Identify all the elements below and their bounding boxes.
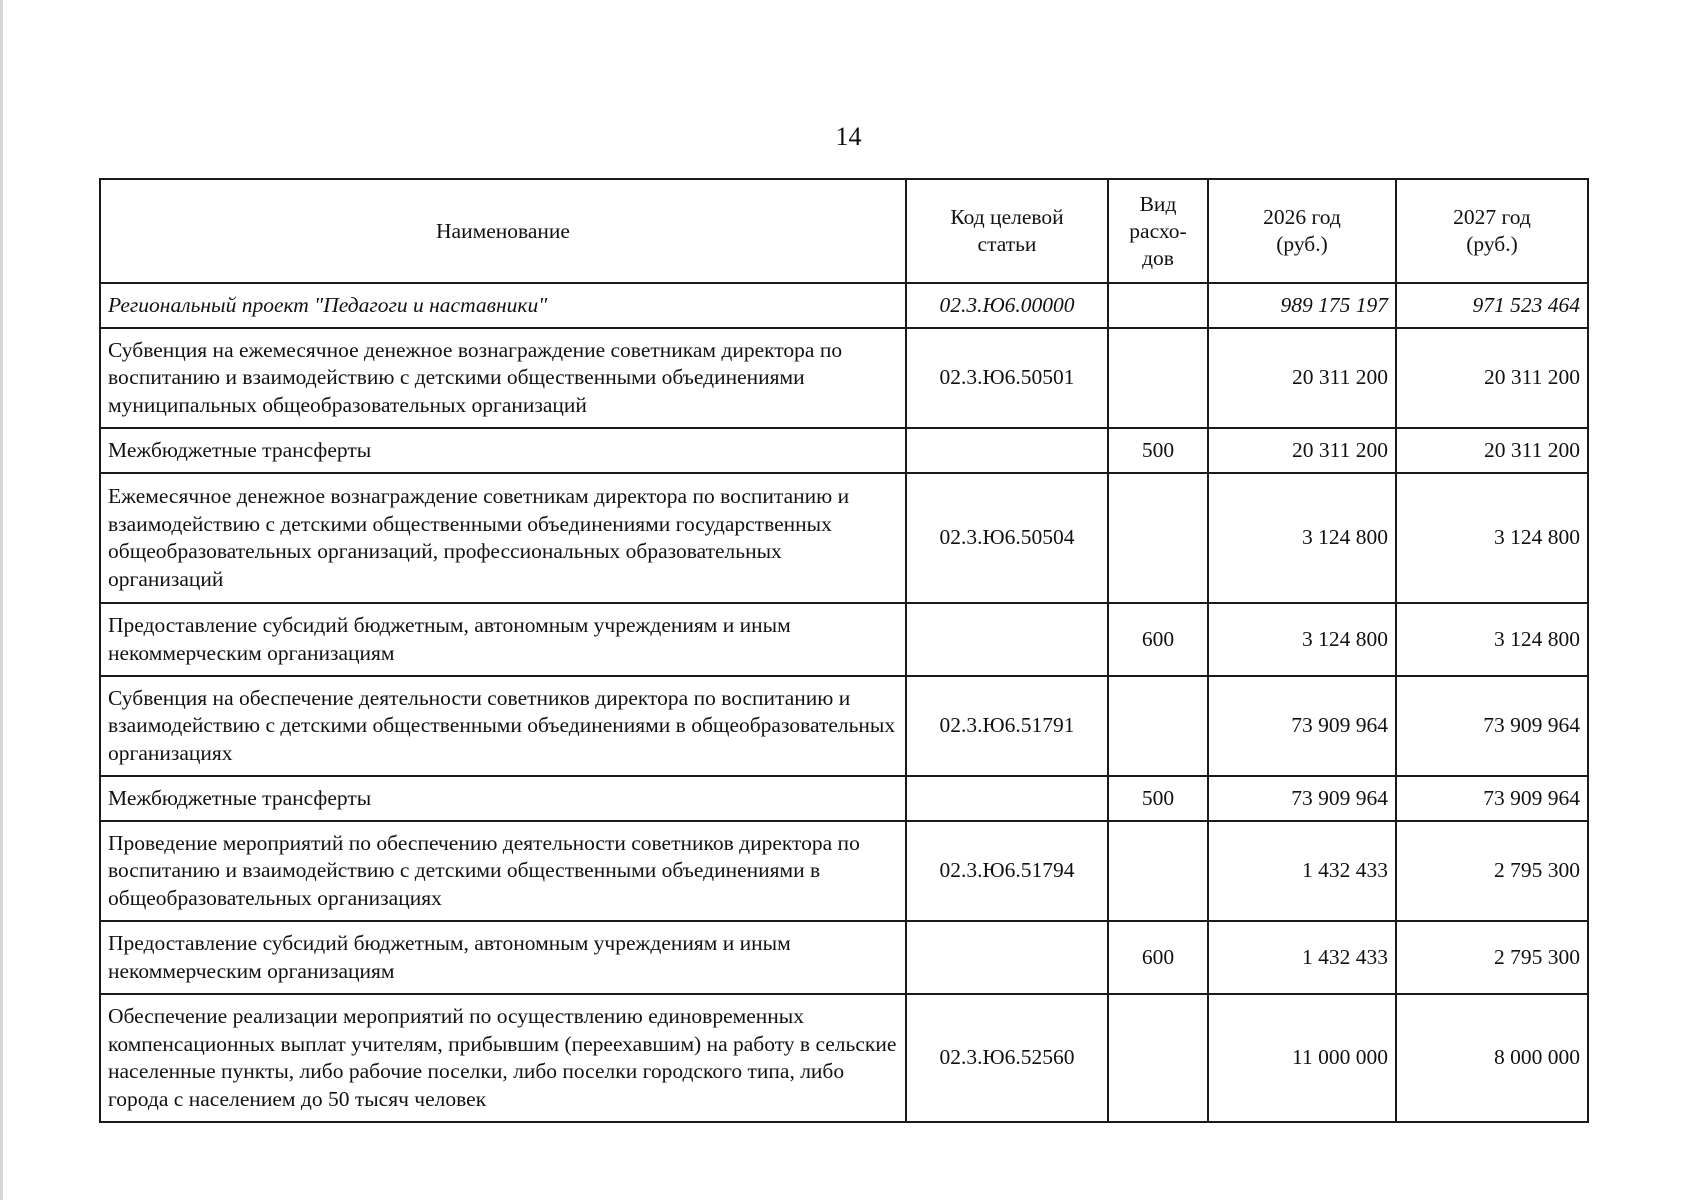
table-row <box>100 328 1588 428</box>
row-expense-type <box>1108 473 1208 603</box>
row-2027: 20 311 200 <box>1396 328 1588 428</box>
row-2026: 11 000 000 <box>1208 994 1396 1122</box>
scan-left-edge <box>0 0 3 1200</box>
header-2027: 2027 год (руб.) <box>1396 179 1588 283</box>
row-2027: 73 909 964 <box>1396 676 1588 776</box>
row-2026: 20 311 200 <box>1208 328 1396 428</box>
row-name: Ежемесячное денежное вознаграждение советникам директора по воспитанию и взаимодействию с детскими общественными объединениями государственных общеобразовательных организаций, профессиональных образовательных организаций <box>100 473 906 603</box>
row-expense-type <box>1108 283 1208 328</box>
row-2026: 73 909 964 <box>1208 776 1396 821</box>
table-row <box>100 994 1588 1122</box>
row-name: Проведение мероприятий по обеспечению деятельности советников директора по воспитанию и взаимодействию с детскими общественными объединениями в общеобразовательных организациях <box>100 821 906 921</box>
row-2026: 73 909 964 <box>1208 676 1396 776</box>
row-2027: 3 124 800 <box>1396 473 1588 603</box>
row-name: Субвенция на ежемесячное денежное вознаграждение советникам директора по воспитанию и взаимодействию с детскими общественными объединениями муниципальных общеобразовательных организаций <box>100 328 906 428</box>
row-code: 02.3.Ю6.00000 <box>906 283 1108 328</box>
row-code: 02.3.Ю6.51794 <box>906 821 1108 921</box>
row-2027: 971 523 464 <box>1396 283 1588 328</box>
row-code: 02.3.Ю6.52560 <box>906 994 1108 1122</box>
row-name: Межбюджетные трансферты <box>100 428 906 473</box>
row-code: 02.3.Ю6.50504 <box>906 473 1108 603</box>
table-row <box>100 676 1588 776</box>
table-row <box>100 776 1588 821</box>
row-code: 02.3.Ю6.50501 <box>906 328 1108 428</box>
row-code <box>906 921 1108 994</box>
row-2027: 3 124 800 <box>1396 603 1588 676</box>
row-expense-type: 500 <box>1108 776 1208 821</box>
budget-table <box>99 178 1589 1123</box>
table-row <box>100 473 1588 603</box>
row-code <box>906 603 1108 676</box>
row-name: Межбюджетные трансферты <box>100 776 906 821</box>
row-code: 02.3.Ю6.51791 <box>906 676 1108 776</box>
row-expense-type <box>1108 328 1208 428</box>
row-name: Субвенция на обеспечение деятельности советников директора по воспитанию и взаимодействию с детскими общественными объединениями в общеобразовательных организациях <box>100 676 906 776</box>
row-2027: 73 909 964 <box>1396 776 1588 821</box>
row-2026: 20 311 200 <box>1208 428 1396 473</box>
header-code: Код целевой статьи <box>906 179 1108 283</box>
header-expense-type: Вид расхо- дов <box>1108 179 1208 283</box>
row-code <box>906 776 1108 821</box>
row-2027: 2 795 300 <box>1396 921 1588 994</box>
row-2027: 2 795 300 <box>1396 821 1588 921</box>
row-expense-type: 600 <box>1108 921 1208 994</box>
row-name: Региональный проект "Педагоги и наставники" <box>100 283 906 328</box>
row-name: Предоставление субсидий бюджетным, автономным учреждениям и иным некоммерческим организациям <box>100 603 906 676</box>
row-expense-type <box>1108 994 1208 1122</box>
row-2026: 3 124 800 <box>1208 473 1396 603</box>
table-header-row <box>100 179 1588 283</box>
header-name: Наименование <box>100 179 906 283</box>
header-2026: 2026 год (руб.) <box>1208 179 1396 283</box>
row-2026: 1 432 433 <box>1208 921 1396 994</box>
row-expense-type <box>1108 676 1208 776</box>
row-2027: 20 311 200 <box>1396 428 1588 473</box>
table-row <box>100 921 1588 994</box>
row-2027: 8 000 000 <box>1396 994 1588 1122</box>
row-name: Предоставление субсидий бюджетным, автономным учреждениям и иным некоммерческим организациям <box>100 921 906 994</box>
row-2026: 1 432 433 <box>1208 821 1396 921</box>
table-row <box>100 283 1588 328</box>
table-row <box>100 821 1588 921</box>
table-row <box>100 428 1588 473</box>
page-number: 14 <box>835 122 862 151</box>
row-2026: 989 175 197 <box>1208 283 1396 328</box>
row-code <box>906 428 1108 473</box>
row-expense-type: 500 <box>1108 428 1208 473</box>
table-row <box>100 603 1588 676</box>
row-name: Обеспечение реализации мероприятий по осуществлению единовременных компенсационных выплат учителям, прибывшим (переехавшим) на работу в сельские населенные пункты, либо рабочие поселки, либо поселки городского типа, либо города с населением до 50 тысяч человек <box>100 994 906 1122</box>
row-expense-type <box>1108 821 1208 921</box>
row-expense-type: 600 <box>1108 603 1208 676</box>
row-2026: 3 124 800 <box>1208 603 1396 676</box>
